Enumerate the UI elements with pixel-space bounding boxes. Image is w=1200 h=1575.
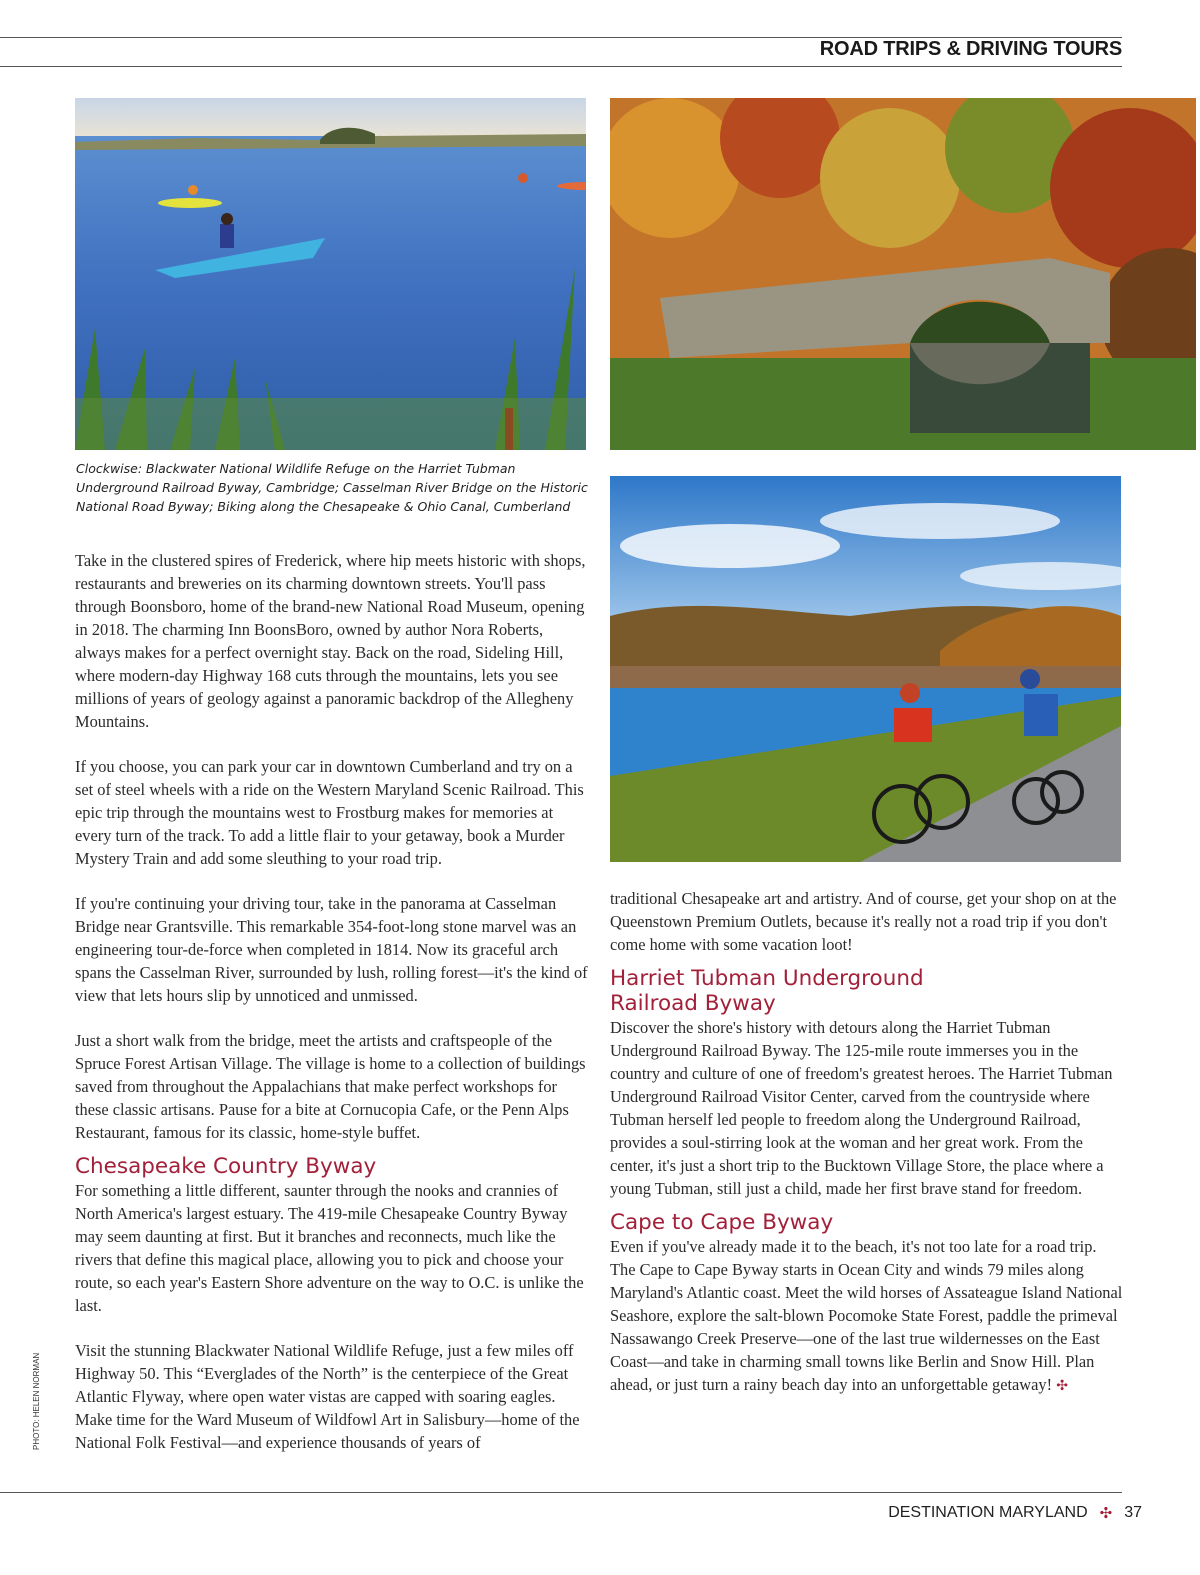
paragraph-chesapeake: For something a little different, saunter through the nooks and crannies of North America's largest estuary. The 419-mile Chesapeake Country Byway may seem daunting at first. But it branches and reconnects, much like the rivers that define this magical place, allowing you to pick and choose your route, so each year's Eastern Shore adventure on the way to O.C. is unlike the last. bbox=[75, 1181, 584, 1315]
end-mark-icon: ✣ bbox=[1056, 1378, 1068, 1394]
paragraph-cape bbox=[610, 1235, 1125, 1398]
footer-rule bbox=[0, 1492, 1122, 1493]
kayak-photo bbox=[75, 98, 586, 450]
paragraph-cumberland: If you choose, you can park your car in downtown Cumberland and try on a set of steel wheels with a ride on the Western Maryland Scenic Railroad. This epic trip through the mountains west to Frostburg makes for memories at every turn of the track. To add a little flair to your getaway, book a Murder Mystery Train and add some sleuthing to your road trip. bbox=[75, 757, 584, 868]
heading-tubman-byway bbox=[610, 966, 1125, 1016]
photo-credit: PHOTO: HELEN NORMAN bbox=[32, 1352, 41, 1450]
paragraph-casselman: If you're continuing your driving tour, take in the panorama at Casselman Bridge near Grantsville. This remarkable 354-foot-long stone marvel was an engineering tour-de-force when completed in 1814. Now its graceful arch spans the Casselman River, surrounded by lush, rolling forest—it's the kind of view that lets hours slip by unnoticed and unmissed. bbox=[75, 894, 588, 1005]
paragraph-queenstown: traditional Chesapeake art and artistry. And of course, get your shop on at the Queenstown Premium Outlets, because it's really not a road trip if you don't come home with some vacation loot! bbox=[610, 889, 1117, 954]
left-column bbox=[75, 549, 590, 1476]
paragraph-blackwater: Visit the stunning Blackwater National Wildlife Refuge, just a few miles off Highway 50. This “Everglades of the North” is the centerpiece of the Great Atlantic Flyway, where open water vistas are capped with soaring eagles. Make time for the Ward Museum of Wildfowl Art in Salisbury—home of the National Folk Festival—and experience thousands of years of bbox=[75, 1341, 580, 1452]
footer bbox=[888, 1504, 1142, 1522]
paragraph-spruce-forest: Just a short walk from the bridge, meet the artists and craftspeople of the Spruce Forest Artisan Village. The village is home to a collection of buildings saved from throughout the Appalachians that make perfect workshops for these classic artisans. Pause for a bite at Cornucopia Cafe, or the Penn Alps Restaurant, famous for its classic, home-style buffet. bbox=[75, 1031, 586, 1142]
photo-caption: Clockwise: Blackwater National Wildlife Refuge on the Harriet Tubman Underground Railroad Byway, Cambridge; Casselman River Bridge on the Historic National Road Byway; Biking along the Chesapeake & Ohio Canal, Cumberland bbox=[76, 461, 588, 514]
paragraph-tubman: Discover the shore's history with detours along the Harriet Tubman Underground Railroad Byway. The 125-mile route immerses you in the country and culture of one of freedom's greatest heroes. The Harriet Tubman Underground Railroad Visitor Center, carved from the countryside where Tubman herself led people to freedom along the Underground Railroad, provides a soul-stirring look at the woman and her great work. From the center, it's just a short trip to the Bucktown Village Store, the place where a young Tubman, still just a child, made her first brave stand for freedom. bbox=[610, 1018, 1113, 1198]
right-column bbox=[610, 887, 1125, 1398]
section-title: ROAD TRIPS & DRIVING TOURS bbox=[819, 38, 1122, 60]
heading-cape-byway: Cape to Cape Byway bbox=[610, 1210, 834, 1235]
footer-separator-icon: ✣ bbox=[1099, 1505, 1113, 1522]
publication-name: DESTINATION MARYLAND bbox=[888, 1504, 1088, 1521]
bridge-photo bbox=[610, 98, 1196, 450]
paragraph-frederick: Take in the clustered spires of Frederick, where hip meets historic with shops, restaurants and breweries on its charming downtown streets. You'll pass through Boonsboro, home of the brand-new National Road Museum, opening in 2018. The charming Inn BoonsBoro, owned by author Nora Roberts, always makes for a perfect overnight stay. Back on the road, Sideling Hill, where modern-day Highway 168 cuts through the mountains, lets you see millions of years of geology against a panoramic backdrop of the Allegheny Mountains. bbox=[75, 551, 586, 731]
heading-chesapeake-byway: Chesapeake Country Byway bbox=[75, 1154, 377, 1179]
heading-tubman-line-2: Railroad Byway bbox=[610, 991, 776, 1016]
header-bottom-rule bbox=[0, 66, 1122, 67]
heading-tubman-line-1: Harriet Tubman Underground bbox=[610, 966, 924, 991]
page-number: 37 bbox=[1124, 1504, 1142, 1521]
biking-photo bbox=[610, 476, 1121, 862]
paragraph-cape-text: Even if you've already made it to the beach, it's not too late for a road trip. The Cape to Cape Byway starts in Ocean City and winds 79 miles along Maryland's Atlantic coast. Meet the wild horses of Assateague Island National Seashore, explore the salt-blown Pocomoke State Forest, paddle the primeval Nassawango Creek Preserve—one of the last true wildernesses on the East Coast—and take in charming small towns like Berlin and Snow Hill. Plan ahead, or just turn a rainy beach day into an unforgettable getaway! bbox=[610, 1237, 1123, 1394]
